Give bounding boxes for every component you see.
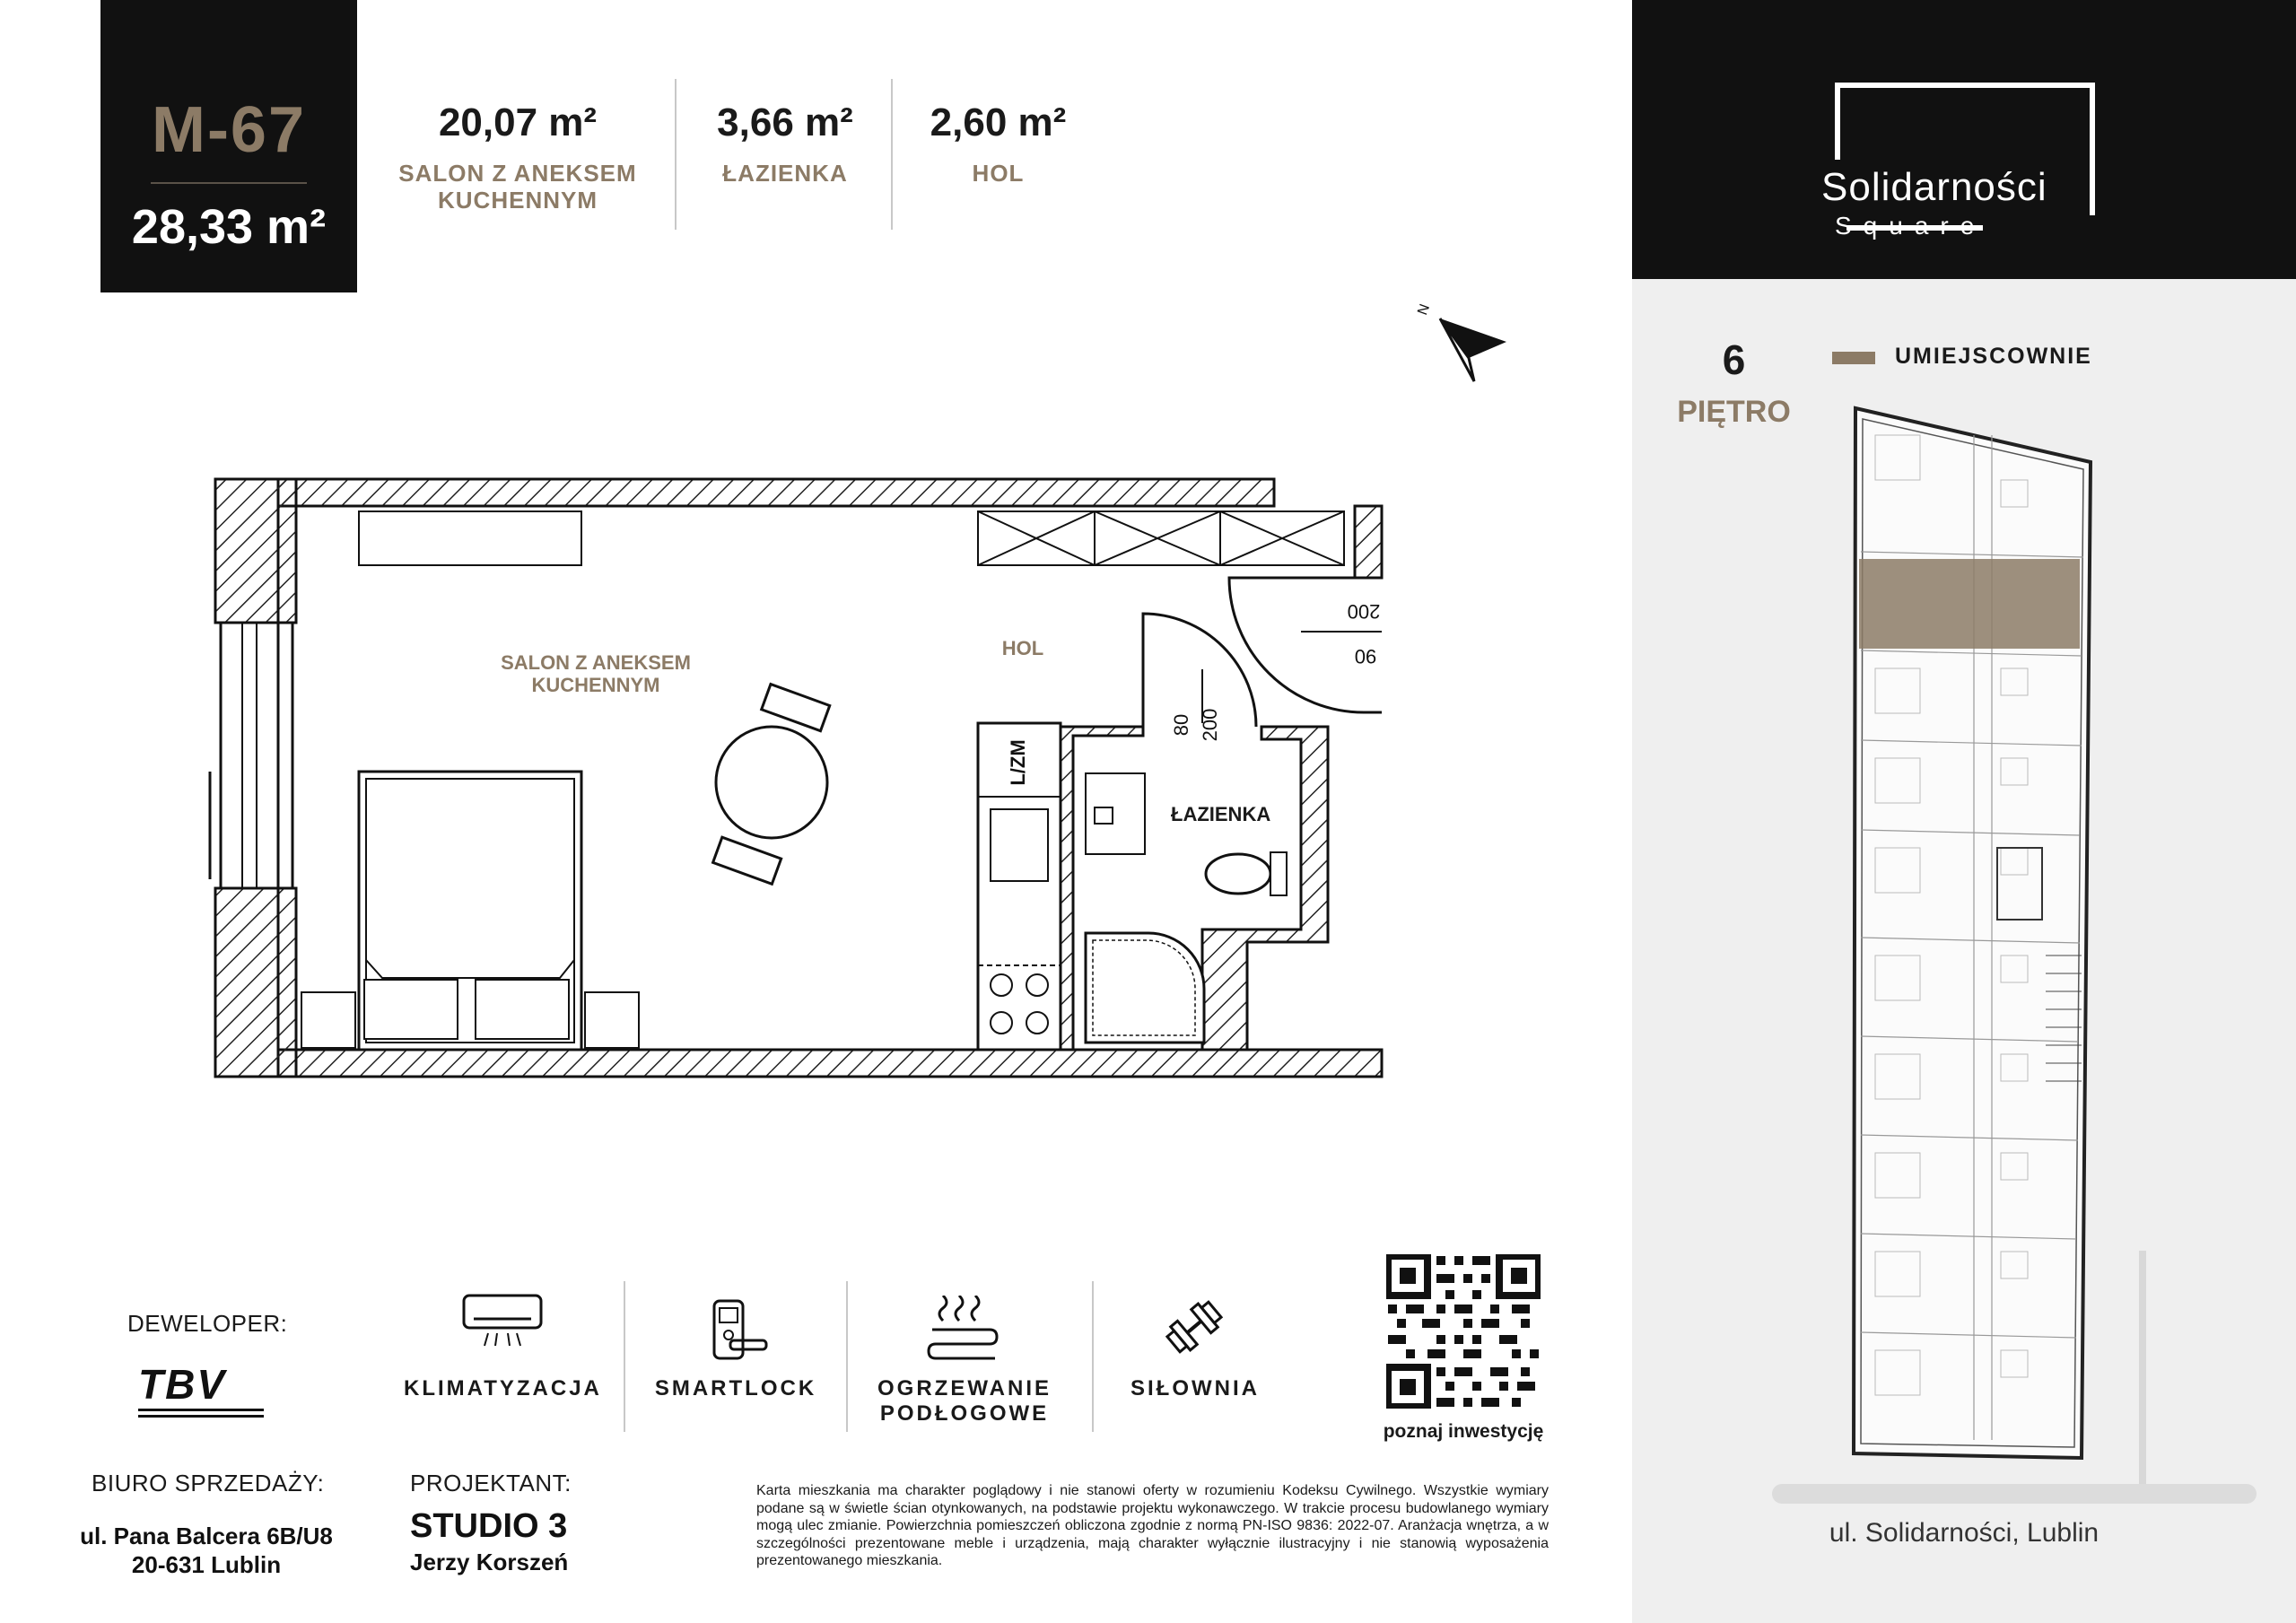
floor-plan xyxy=(197,467,1400,1095)
floor-heating-icon xyxy=(927,1296,999,1362)
toilet xyxy=(1206,854,1270,894)
room-area: 2,60 m² xyxy=(930,100,1067,144)
logo-name: Solidarności xyxy=(1821,165,2047,209)
wall-left-upper xyxy=(215,479,296,623)
door-dimension: 200 xyxy=(1199,708,1221,742)
room-name-line2: KUCHENNYM xyxy=(438,187,598,214)
air-conditioner-icon xyxy=(461,1292,544,1351)
plan-label-line: SALON Z ANEKSEM xyxy=(501,651,691,674)
qr-caption: poznaj inwestycję xyxy=(1383,1421,1544,1442)
room-name: HOL xyxy=(972,160,1025,187)
unit-total-area: 28,33 m² xyxy=(131,200,327,254)
table xyxy=(716,727,827,838)
amenity-label: SMARTLOCK xyxy=(654,1376,817,1400)
room-stat-living xyxy=(386,100,650,214)
wall-top xyxy=(278,479,1274,506)
smartlock-icon xyxy=(702,1297,770,1362)
amenity-label: KLIMATYZACJA xyxy=(404,1376,602,1400)
developer-label: DEWELOPER: xyxy=(127,1310,288,1337)
door-dimension: 200 xyxy=(1347,600,1381,623)
wardrobe xyxy=(978,511,1344,565)
sales-office-line: 20-631 Lublin xyxy=(131,1551,282,1578)
legend-label: UMIEJSCOWNIE xyxy=(1895,344,2092,369)
legend-swatch xyxy=(1832,352,1875,364)
designer-studio: STUDIO 3 xyxy=(410,1507,568,1545)
plan-label-hall: HOL xyxy=(1001,637,1044,659)
room-area: 3,66 m² xyxy=(717,100,853,144)
floor-label: PIĘTRO xyxy=(1677,395,1791,429)
badge-divider xyxy=(151,182,307,184)
amenity-label: SIŁOWNIA xyxy=(1131,1376,1260,1400)
qr-code[interactable] xyxy=(1386,1254,1541,1409)
room-stat-hall xyxy=(906,100,1090,187)
room-area: 20,07 m² xyxy=(438,100,598,144)
plan-label-living xyxy=(467,651,725,696)
wall-right-upper xyxy=(1355,506,1382,578)
designer-person: Jerzy Korszeń xyxy=(410,1549,569,1575)
amenity-air-conditioning xyxy=(422,1292,583,1356)
developer-logo-text: TBV xyxy=(138,1361,226,1408)
wall-bottom xyxy=(278,1050,1382,1077)
amenity-label-line: PODŁOGOWE xyxy=(879,1401,1050,1426)
north-arrow-icon xyxy=(1413,301,1512,390)
sales-office-line: ul. Pana Balcera 6B/U8 xyxy=(80,1523,333,1549)
building-shadow xyxy=(2139,1251,2146,1484)
unit-badge xyxy=(100,0,357,292)
highlighted-unit xyxy=(1859,559,2080,649)
building-shadow xyxy=(1772,1484,2257,1504)
amenity-gym xyxy=(1163,1297,1226,1361)
logo-frame-gap xyxy=(1983,215,2100,237)
unit-code: M-67 xyxy=(151,94,307,166)
sales-office-address xyxy=(72,1522,341,1579)
wall-left-lower xyxy=(215,888,296,1077)
floor-number: 6 xyxy=(1722,336,1746,383)
sales-office-label: BIURO SPRZEDAŻY: xyxy=(92,1470,325,1496)
door-dimension: 80 xyxy=(1170,713,1192,737)
amenity-label xyxy=(866,1376,1063,1427)
location-address: ul. Solidarności, Lublin xyxy=(1829,1518,2100,1548)
amenity-divider xyxy=(624,1281,625,1432)
room-name xyxy=(386,160,650,214)
building-floor-plan xyxy=(1821,399,2100,1467)
stat-divider xyxy=(891,79,893,230)
amenity-divider xyxy=(1092,1281,1094,1432)
fridge-label: L/ZM xyxy=(1007,739,1029,786)
developer-logo xyxy=(138,1361,264,1418)
stat-divider xyxy=(675,79,677,230)
room-name: ŁAZIENKA xyxy=(722,160,848,187)
amenity-smartlock xyxy=(700,1297,772,1366)
plan-label-line: KUCHENNYM xyxy=(531,674,660,696)
shower xyxy=(1086,933,1204,1043)
amenity-divider xyxy=(846,1281,848,1432)
logo-subtitle: Square xyxy=(1835,212,1986,240)
north-label: N xyxy=(1415,301,1434,318)
room-name-line1: SALON Z ANEKSEM xyxy=(398,160,637,187)
plan-label-bathroom: ŁAZIENKA xyxy=(1171,803,1271,825)
amenity-label-line: OGRZEWANIE xyxy=(877,1376,1052,1400)
designer-label: PROJEKTANT: xyxy=(410,1470,572,1496)
dumbbell-icon xyxy=(1164,1297,1225,1357)
room-stat-bathroom xyxy=(691,100,879,187)
disclaimer: Karta mieszkania ma charakter poglądowy i nie stanowi oferty w rozumieniu Kodeksu Cywilnego. Wszystkie wymiary podane są w świetle ścian otynkowanych, na podstawie projektu wykonawczego. W trakcie procesu budowlanego wymiary mogą ulec zmianie. Powierzchnia pomieszczeń obliczona zgodnie z normą PN-ISO 9836: 2022-07. Aranżacja wnętrza, a w szczególności prezentowane meble i urządzenia, mają charakter wyłącznie ilustracyjny i nie stanowią wyposażenia prezentowanego mieszkania. xyxy=(756,1483,1549,1568)
shelf xyxy=(359,511,581,565)
door-dimension: 90 xyxy=(1354,645,1377,668)
amenity-floor-heating xyxy=(924,1296,1001,1366)
sink xyxy=(991,809,1048,881)
